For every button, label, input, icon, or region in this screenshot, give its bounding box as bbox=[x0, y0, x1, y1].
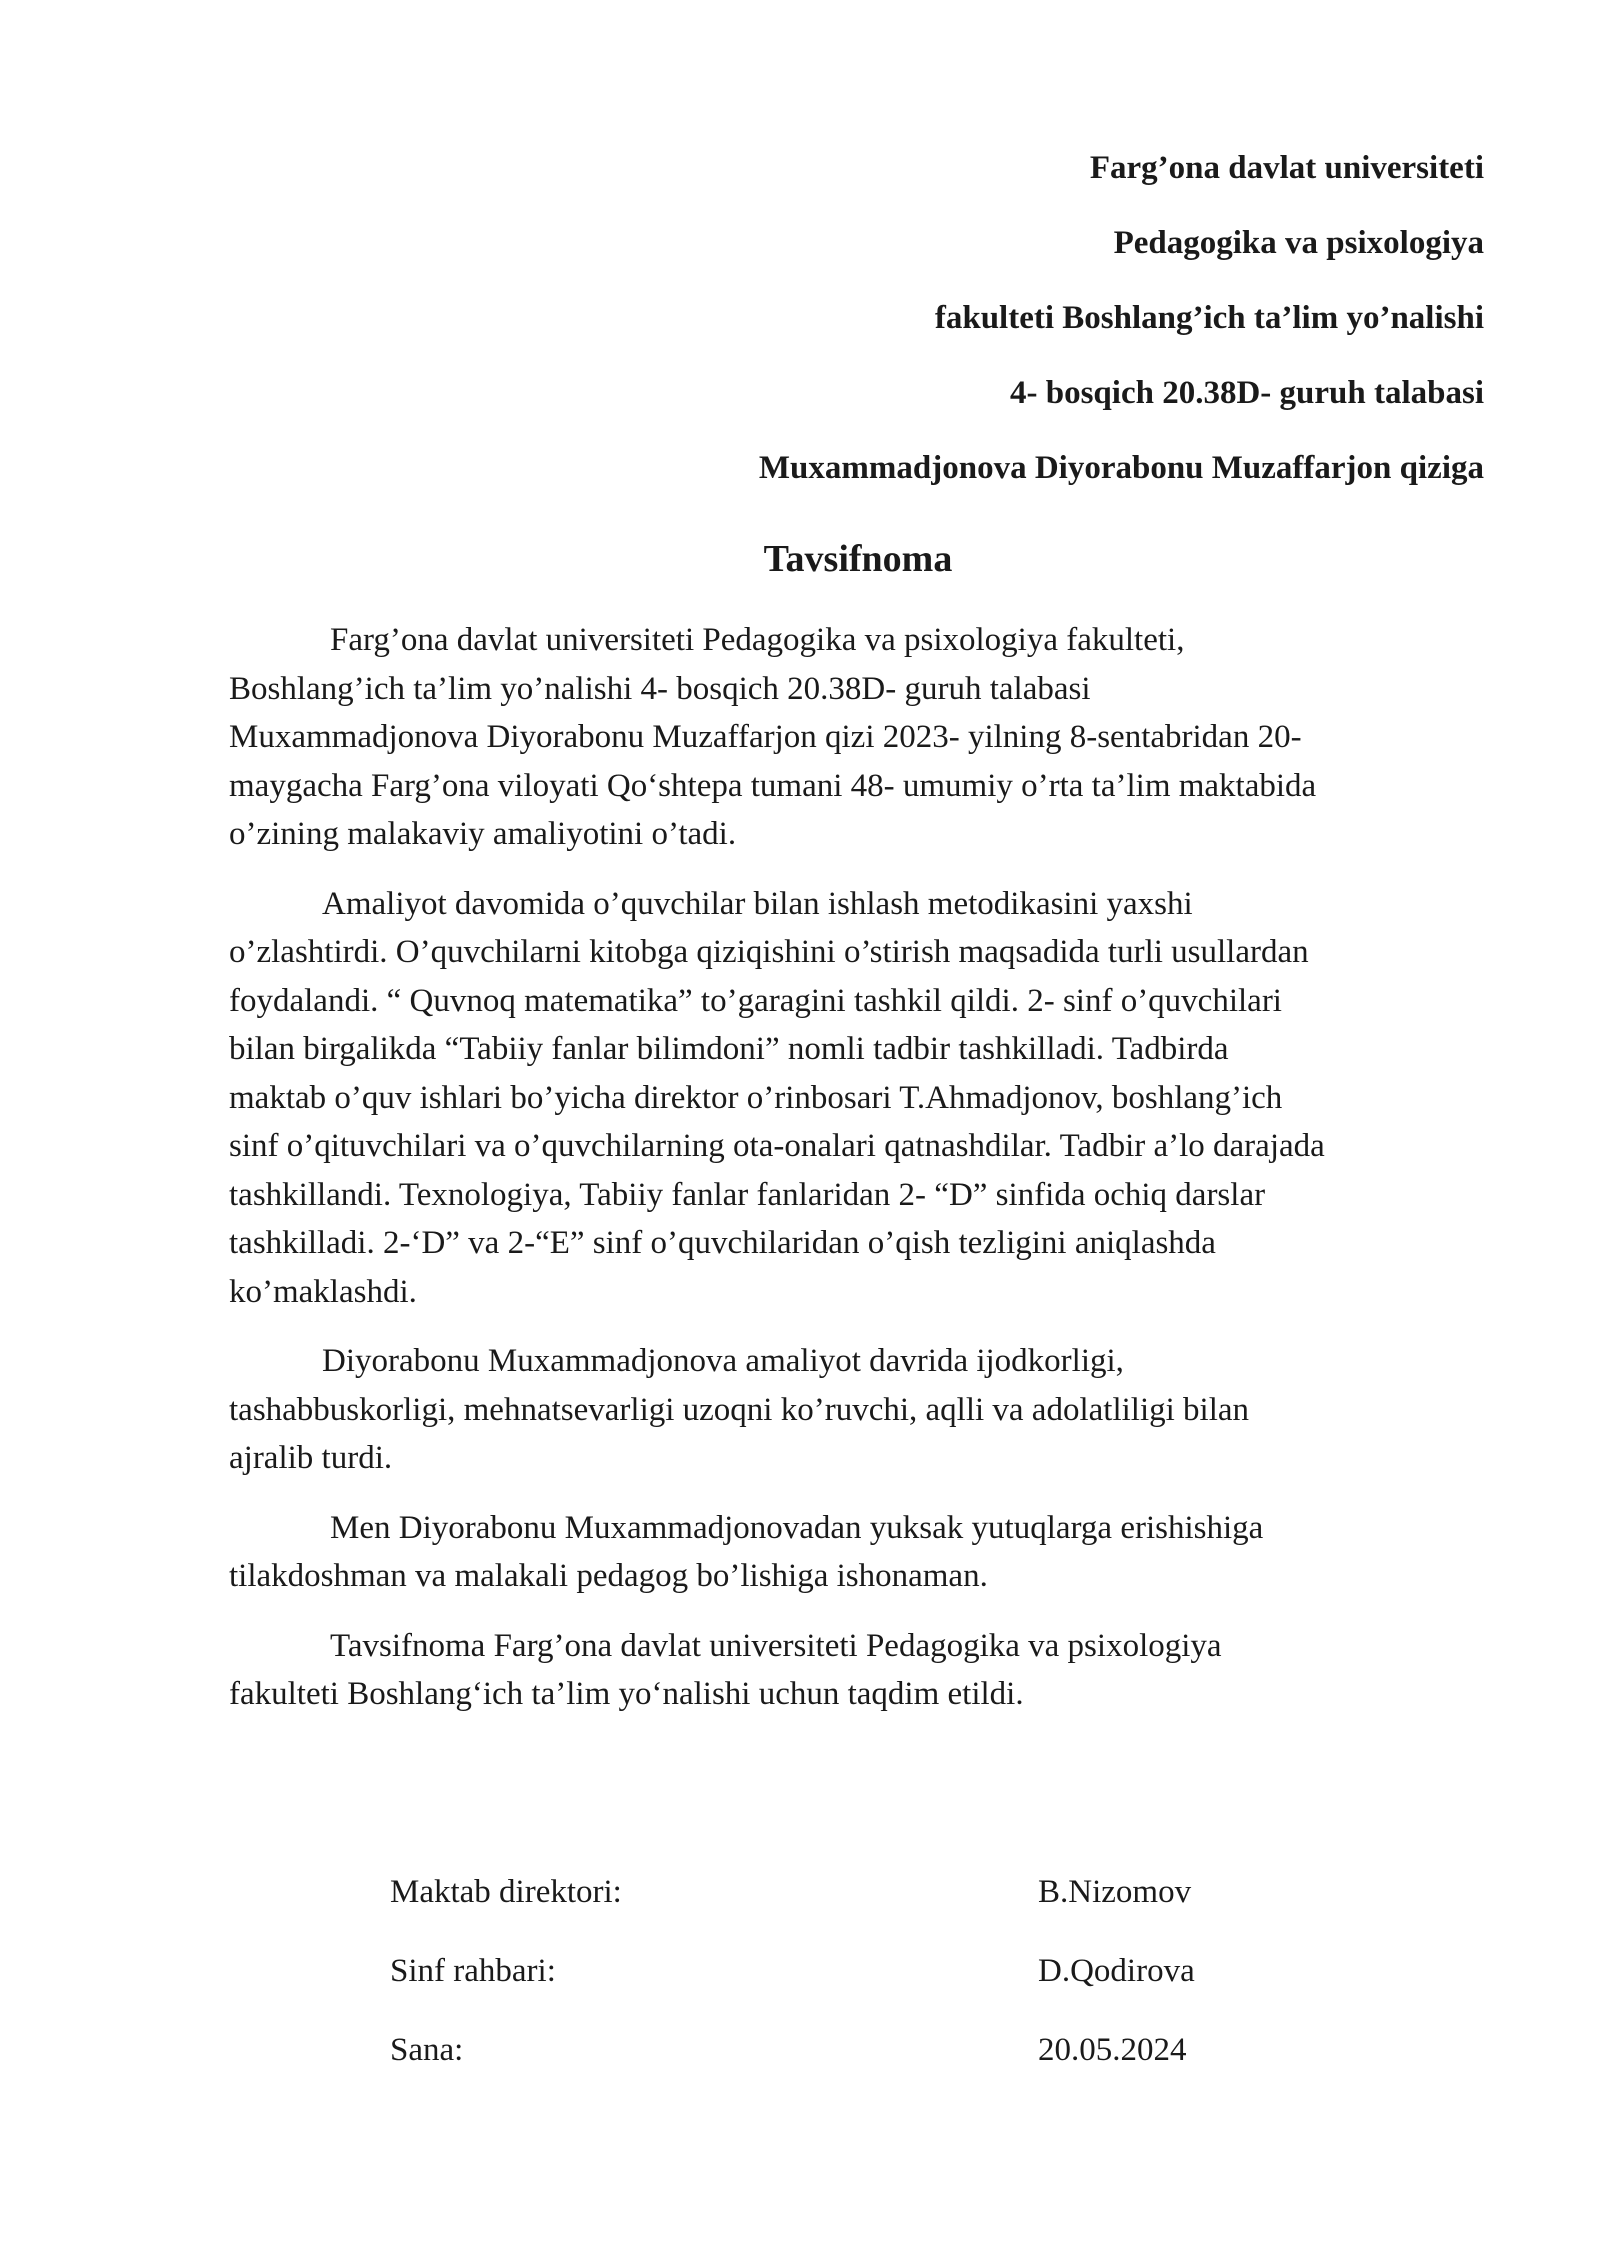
addressee-group: 4- bosqich 20.38D- guruh talabasi bbox=[1009, 375, 1484, 411]
paragraph-line: Farg’ona davlat universiteti Pedagogika va psixologiya fakulteti, bbox=[330, 622, 1185, 658]
signature-row-director bbox=[390, 1871, 1290, 1950]
signature-date: 20.05.2024 bbox=[1038, 2032, 1187, 2068]
paragraph-line: Muxammadjonova Diyorabonu Muzaffarjon qizi 2023- yilning 8-sentabridan 20- bbox=[229, 719, 1302, 755]
addressee-faculty: Pedagogika va psixologiya bbox=[1113, 225, 1484, 261]
document-body bbox=[229, 616, 1491, 1740]
paragraph-line: maktab o’quv ishlari bo’yicha direktor o’rinbosari T.Ahmadjonov, boshlang’ich bbox=[229, 1079, 1283, 1116]
paragraph-line: Boshlang’ich ta’lim yo’nalishi 4- bosqich 20.38D- guruh talabasi bbox=[229, 670, 1091, 707]
signature-block bbox=[390, 1871, 1290, 2108]
addressee-university: Farg’ona davlat universiteti bbox=[1089, 150, 1484, 186]
addressee-student-name: Muxammadjonova Diyorabonu Muzaffarjon qiziga bbox=[758, 450, 1484, 486]
addressee-department: fakulteti Boshlang’ich ta’lim yo’nalishi bbox=[934, 300, 1484, 336]
paragraph-line: fakulteti Boshlang‘ich ta’lim yo‘nalishi uchun taqdim etildi. bbox=[229, 1676, 1024, 1712]
paragraph bbox=[229, 1337, 1491, 1483]
signature-row-class-teacher bbox=[390, 1950, 1290, 2029]
addressee-block bbox=[560, 148, 1484, 523]
paragraph-line: bilan birgalikda “Tabiiy fanlar bilimdoni” nomli tadbir tashkilladi. Tadbirda bbox=[229, 1031, 1229, 1067]
paragraph bbox=[229, 880, 1491, 1317]
paragraph-line: Diyorabonu Muxammadjonova amaliyot davrida ijodkorligi, bbox=[322, 1343, 1124, 1379]
paragraph bbox=[229, 1504, 1491, 1601]
signature-role: Sinf rahbari: bbox=[390, 1953, 556, 1989]
paragraph bbox=[229, 616, 1491, 859]
signature-name: D.Qodirova bbox=[1038, 1953, 1195, 1989]
paragraph-line: sinf o’qituvchilari va o’quvchilarning ota-onalari qatnashdilar. Tadbir a’lo darajada bbox=[229, 1128, 1325, 1164]
signature-role: Maktab direktori: bbox=[390, 1874, 622, 1910]
paragraph-line: maygacha Farg’ona viloyati Qo‘shtepa tumani 48- umumiy o’rta ta’lim maktabida bbox=[229, 767, 1317, 804]
paragraph-line: o’zining malakaviy amaliyotini o’tadi. bbox=[229, 816, 737, 852]
paragraph-line: ko’maklashdi. bbox=[229, 1273, 417, 1310]
signature-role: Sana: bbox=[390, 2032, 464, 2068]
paragraph-line: Tavsifnoma Farg’ona davlat universiteti Pedagogika va psixologiya bbox=[330, 1627, 1222, 1664]
paragraph-line: tashkilladi. 2-‘D” va 2-“E” sinf o’quvchilaridan o’qish tezligini aniqlashda bbox=[229, 1225, 1216, 1261]
document-title: Tavsifnoma bbox=[763, 538, 953, 580]
paragraph bbox=[229, 1622, 1491, 1719]
paragraph-line: tilakdoshman va malakali pedagog bo’lishiga ishonaman. bbox=[229, 1558, 988, 1594]
paragraph-line: Men Diyorabonu Muxammadjonovadan yuksak yutuqlarga erishishiga bbox=[330, 1509, 1264, 1546]
paragraph-line: tashabbuskorligi, mehnatsevarligi uzoqni ko’ruvchi, aqlli va adolatliligi bilan bbox=[229, 1391, 1250, 1428]
paragraph-line: foydalandi. “ Quvnoq matematika” to’garagini tashkil qildi. 2- sinf o’quvchilari bbox=[229, 982, 1282, 1019]
paragraph-line: o’zlashtirdi. O’quvchilarni kitobga qiziqishini o’stirish maqsadida turli usullardan bbox=[229, 934, 1309, 970]
signature-name: B.Nizomov bbox=[1038, 1874, 1192, 1910]
paragraph-line: tashkillandi. Texnologiya, Tabiiy fanlar fanlaridan 2- “D” sinfida ochiq darslar bbox=[229, 1176, 1266, 1213]
paragraph-line: Amaliyot davomida o’quvchilar bilan ishlash metodikasini yaxshi bbox=[322, 885, 1193, 922]
paragraph-line: ajralib turdi. bbox=[229, 1440, 393, 1476]
signature-row-date bbox=[390, 2029, 1290, 2108]
